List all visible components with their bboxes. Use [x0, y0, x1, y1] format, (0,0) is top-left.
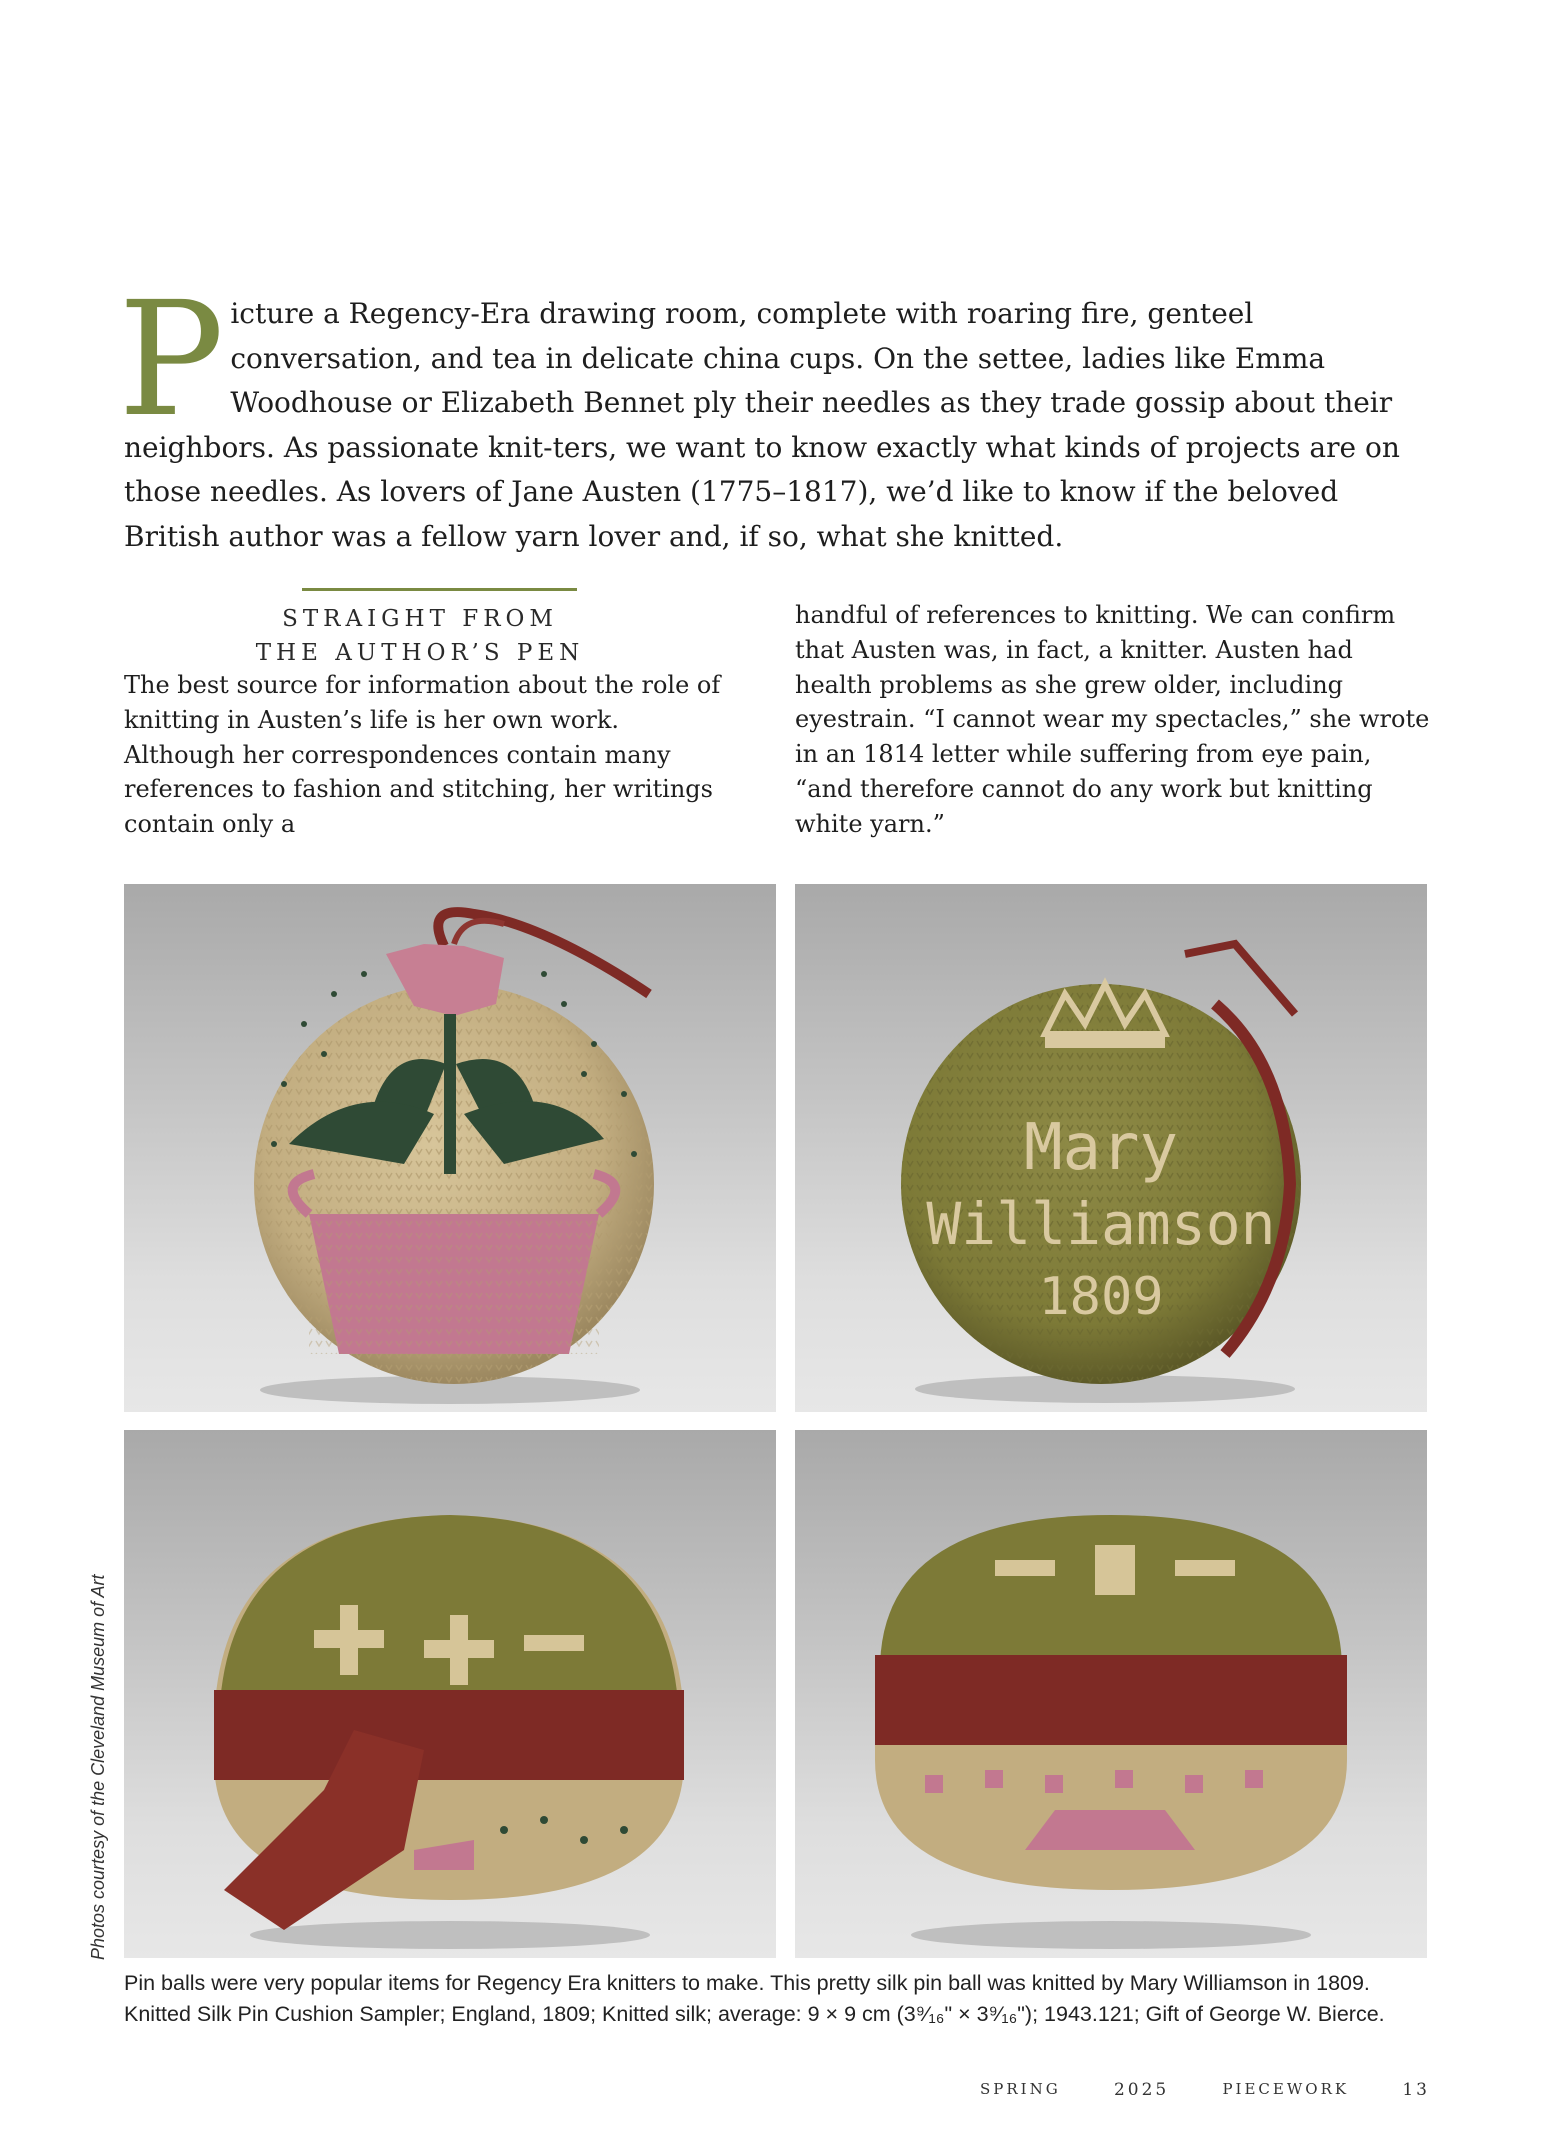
ball-text-year: 1809 [1038, 1267, 1164, 1327]
page-footer [980, 2080, 1430, 2100]
intro-paragraph [118, 268, 1424, 560]
ball-text-name1: Mary [1023, 1111, 1179, 1185]
photo-credit: Photos courtesy of the Cleveland Museum of Art [88, 1574, 108, 1960]
subhead-line-2: THE AUTHOR’S PEN [255, 640, 585, 666]
body-column-left: The best source for information about the role of knitting in Austen’s life is her own work. Although her correspondences contain many references to fashion and stitching, her writings contain only a [124, 671, 721, 839]
section-subhead [124, 602, 716, 670]
footer-year: 2025 [1113, 2080, 1170, 2100]
ball-text-name2: Williamson [926, 1190, 1276, 1258]
page-number: 13 [1402, 2080, 1430, 2100]
footer-season: SPRING [980, 2080, 1061, 2098]
photo-caption: Pin balls were very popular items for Regency Era knitters to make. This pretty silk pin ball was knitted by Mary Williamson in 1809. Knitted Silk Pin Cushion Sampler; England, 1809; Knitted silk; average: 9 × 9 cm (3⁹⁄₁₆" × 3⁹⁄₁₆"); 1943.121; Gift of George W. Bierce. [124, 1971, 1385, 2026]
subhead-line-1: STRAIGHT FROM [282, 606, 558, 632]
photo-pin-ball-front [124, 884, 776, 1412]
photo-pin-ball-back [795, 884, 1427, 1412]
photo-pin-ball-side-ribbon [124, 1430, 776, 1958]
body-column-right: handful of references to knitting. We can confirm that Austen was, in fact, a knitter. Austen had health problems as she grew older, including eyestrain. “I cannot wear my spectacles,” she wrote in an 1814 letter while suffering from eye pain, “and therefore cannot do any work but knitting white yarn.” [795, 601, 1430, 838]
drop-cap: P [118, 268, 225, 452]
section-divider-rule [302, 588, 577, 591]
intro-text: icture a Regency-Era drawing room, complete with roaring fire, genteel conversation, and tea in delicate china cups. On the settee, ladies like Emma Woodhouse or Elizabeth Bennet ply their needles as they trade gossip about their neighbors. As passionate knit-ters, we want to know exactly what kinds of projects are on those needles. As lovers of Jane Austen (1775–1817), we’d like to know if the beloved British author was a fellow yarn lover and, if so, what she knitted. [124, 297, 1400, 553]
photo-pin-ball-side-band [795, 1430, 1427, 1958]
footer-magazine: PIECEWORK [1222, 2080, 1350, 2098]
